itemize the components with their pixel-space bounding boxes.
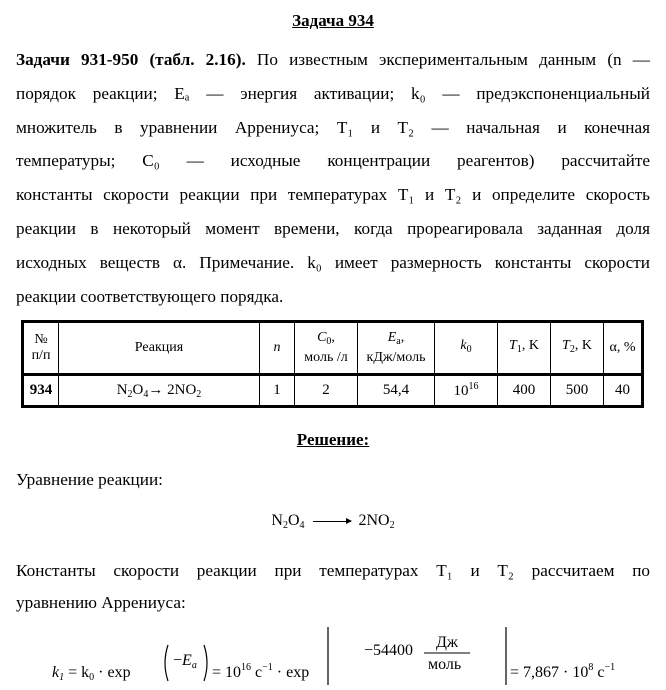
header-n: n: [260, 322, 295, 375]
task-line-7: реакции соответствующего порядка.: [16, 286, 284, 306]
task-statement: [16, 43, 650, 313]
task-line-2: множитель в уравнении Аррениуса; T₁ и T₂ — начальная и конечная: [16, 117, 650, 137]
cell-c0: 2: [295, 375, 358, 407]
formula-k1: k1 = k0 · exp: [52, 664, 131, 683]
formula-result: = $7,867 \cdot 10^8$ $c^{-1}$: [510, 662, 616, 681]
formula-graphic: [16, 625, 650, 685]
header-t1: $T_1$, K: [498, 322, 551, 375]
reaction-equation: $N_2O_4$ $2NO_2$: [271, 512, 395, 531]
header-reaction: Реакция: [59, 322, 260, 375]
cell-k0: $10^{16}$: [435, 375, 498, 407]
formula-mol: моль: [428, 656, 462, 673]
task-line-4: константы скорости реакции при температурах T₁ и T₂ и определите скорость: [16, 185, 650, 205]
task-line-6: исходных веществ α. Примечание. k₀ имеет размерность константы скорости: [16, 252, 650, 272]
reaction-arrow-icon: [313, 521, 351, 522]
task-line-5: реакции в некоторый момент времени, когда прореагировала заданная доля: [16, 218, 650, 238]
cell-ea: 54,4: [358, 375, 435, 407]
formula-numerator: −54400: [364, 642, 414, 659]
header-c0: $C_0$, моль /л: [295, 322, 358, 375]
task-line-1: порядок реакции; Eₐ — энергия активации; k₀ — предэкспоненциальный: [16, 83, 650, 103]
formula-value: = $10^{16}$ $c^{-1} \cdot \exp$: [212, 662, 310, 681]
solution-line-0: Константы скорости реакции при температурах T₁ и T₂ рассчитаем по: [16, 561, 650, 580]
task-lead: Задачи 931-950 (табл. 2.16).: [16, 50, 246, 69]
page-title: Задача 934: [292, 11, 374, 30]
header-t2: $T_2$, K: [551, 322, 604, 375]
cell-num: 934: [23, 375, 59, 407]
table-header-row: [23, 322, 643, 375]
table-row: [23, 375, 643, 407]
solution-heading: Решение:: [296, 430, 370, 449]
formula-dzh: Дж: [436, 634, 458, 651]
formula-minus-ea: −Ea: [173, 652, 197, 671]
header-ea: $E_a$, кДж/моль: [358, 322, 435, 375]
solution-paragraph: [16, 555, 650, 619]
cell-t1: 400: [498, 375, 551, 407]
task-line-0: По известным экспериментальным данным (n —: [245, 50, 650, 69]
data-table: [21, 320, 644, 408]
document-page: [16, 0, 650, 683]
solution-intro: Уравнение реакции:: [16, 470, 163, 489]
cell-n: 1: [260, 375, 295, 407]
header-num: № п/п: [23, 322, 59, 375]
cell-alpha: 40: [604, 375, 643, 407]
task-line-3: температуры; C₀ — исходные концентрации реагентов) рассчитайте: [16, 151, 650, 171]
cell-reaction: $N_2O_4\to 2NO_2$: [59, 375, 260, 407]
header-alpha: α, %: [604, 322, 643, 375]
arrhenius-formula: [16, 625, 650, 685]
solution-line-1: уравнению Аррениуса:: [16, 593, 186, 612]
header-k0: $k_0$: [435, 322, 498, 375]
cell-t2: 500: [551, 375, 604, 407]
